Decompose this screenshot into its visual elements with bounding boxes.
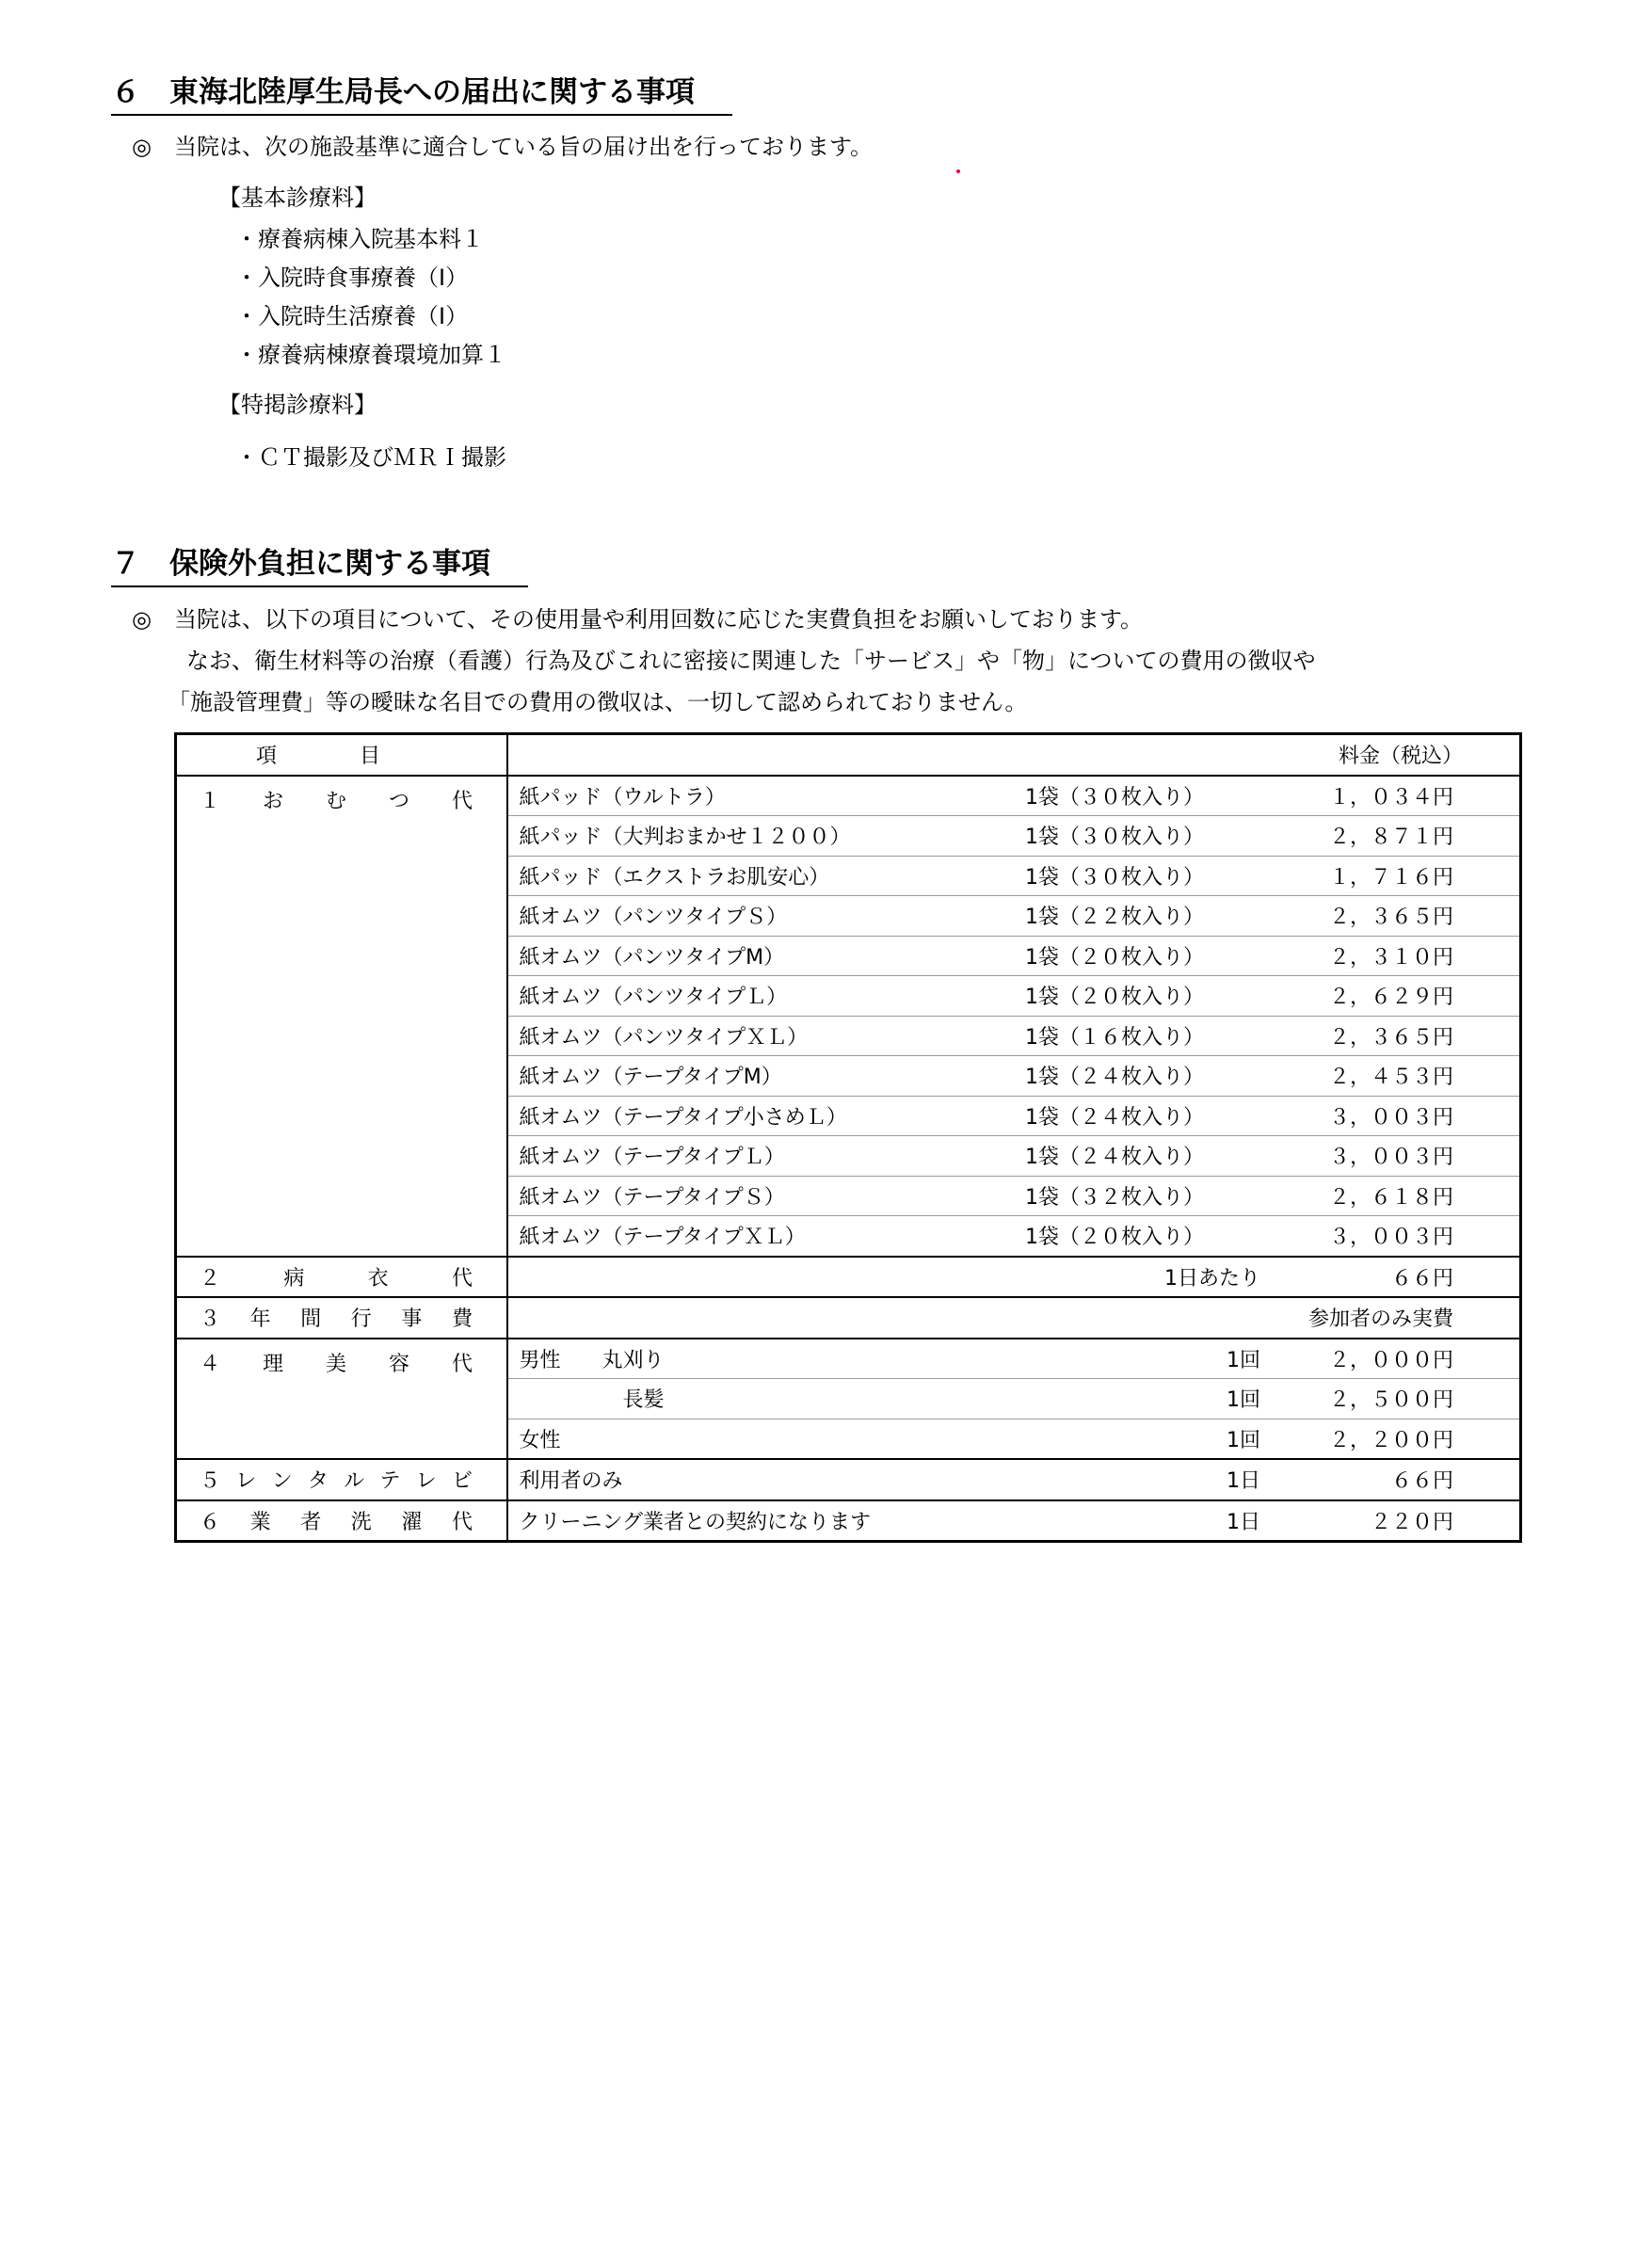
diaper-label [200,785,473,814]
label-char: ６ [200,1510,221,1534]
barber-label [200,1348,473,1377]
item-unit: 1袋（２０枚入り） [1025,1216,1260,1257]
label-char: つ [388,789,409,813]
label-char: 理 [262,1352,283,1376]
item-name: 紙オムツ（テープタイプＬ） [507,1136,1026,1177]
header-item-label: 項 目 [256,745,381,769]
basic-item: ・入院時生活療養（Ⅰ） [235,303,469,329]
events-label [200,1303,473,1332]
item-unit: 1袋（２０枚入り） [1025,936,1260,976]
item-name: 紙オムツ（パンツタイプＬ） [507,976,1026,1017]
section7-intro-line2: なお、衛生材料等の治療（看護）行為及びこれに密接に関連した「サービス」や「物」についての費用の徴収や [186,648,1316,674]
label-char: ル [344,1469,365,1494]
label-char: 代 [451,1352,473,1376]
item-unit: 1袋（３０枚入り） [1025,856,1260,896]
label-char: 行 [350,1307,372,1332]
barber-name: 男性 丸刈り [507,1339,1026,1379]
gown-label [200,1262,473,1291]
table-row [176,1297,1521,1339]
barber-unit: 1回 [1025,1419,1260,1459]
label-char: 者 [300,1510,322,1534]
label-char: 代 [451,789,473,813]
item-name: 紙パッド（大判おまかせ１２００） [507,816,1026,857]
item-price: １，７１６円 [1260,856,1521,896]
section6-intro: ◎ 当院は、次の施設基準に適合している旨の届け出を行っております。 [132,134,874,160]
item-name: 紙オムツ（パンツタイプM） [507,936,1026,976]
tv-name: 利用者のみ [507,1459,1026,1500]
laundry-unit: 1日 [1025,1500,1260,1542]
section7-intro-line3: 「施設管理費」等の曖昧な名目での費用の徴収は、一切して認められておりません。 [168,689,1028,715]
header-fee-label: 料金（税込） [1338,745,1463,769]
label-char: ４ [200,1352,221,1376]
item-name: 紙オムツ（パンツタイプＸＬ） [507,1016,1026,1056]
item-price: ２，３６５円 [1260,1016,1521,1056]
item-name: 紙パッド（ウルトラ） [507,776,1026,816]
tv-unit: 1日 [1025,1459,1260,1500]
label-char: タ [307,1469,329,1494]
label-char: 衣 [367,1266,389,1291]
table-row [176,1257,1521,1298]
item-name: 紙オムツ（パンツタイプＳ） [507,896,1026,937]
item-price: ２，４５３円 [1260,1056,1521,1097]
basic-item: ・療養病棟入院基本料１ [235,226,484,252]
basic-fee-header: 【基本診療料】 [218,184,377,211]
events-text: 参加者のみ実費 [507,1297,1521,1339]
label-char: 洗 [350,1510,372,1534]
tv-label-cell [176,1459,507,1500]
label-char: む [325,789,346,813]
item-price: ２，６１８円 [1260,1176,1521,1216]
gown-price: ６６円 [1260,1257,1521,1298]
tv-label [200,1465,473,1494]
section7-intro-line1: ◎ 当院は、以下の項目について、その使用量や利用回数に応じた実費負担をお願いしております。 [132,606,1144,633]
label-char: 年 [249,1307,271,1332]
item-unit: 1袋（２４枚入り） [1025,1136,1260,1177]
label-char: 代 [451,1266,473,1291]
barber-name: 女性 [507,1419,1026,1459]
item-unit: 1袋（３０枚入り） [1025,816,1260,857]
label-char: ン [271,1469,293,1494]
fee-table [174,732,1522,1543]
item-unit: 1袋（２４枚入り） [1025,1056,1260,1097]
item-unit: 1袋（１６枚入り） [1025,1016,1260,1056]
label-char: 病 [283,1266,305,1291]
table-row [176,776,1521,816]
item-name: 紙パッド（エクストラお肌安心） [507,856,1026,896]
item-price: ３，００３円 [1260,1136,1521,1177]
gown-unit: 1日あたり [1025,1257,1260,1298]
item-price: ２，３１０円 [1260,936,1521,976]
item-price: ３，００３円 [1260,1096,1521,1136]
label-char: 事 [401,1307,423,1332]
item-name: 紙オムツ（テープタイプＸＬ） [507,1216,1026,1257]
laundry-label-cell [176,1500,507,1542]
item-name: 紙オムツ（テープタイプ小さめＬ） [507,1096,1026,1136]
section7-heading: ７ 保険外負担に関する事項 [111,539,528,587]
table-row [176,1500,1521,1542]
barber-price: ２，２００円 [1260,1419,1521,1459]
item-unit: 1袋（３２枚入り） [1025,1176,1260,1216]
header-item-cell [176,734,507,776]
table-row [176,1339,1521,1379]
table-row [176,1459,1521,1500]
diaper-label-cell [176,776,507,1257]
label-char: 費 [451,1307,473,1332]
item-price: ３，００３円 [1260,1216,1521,1257]
label-char: 容 [388,1352,409,1376]
item-price: ２，３６５円 [1260,896,1521,937]
label-char: ５ [200,1469,221,1494]
item-price: １，０３４円 [1260,776,1521,816]
red-dot-mark [956,169,960,173]
barber-name: 長髪 [507,1379,1026,1419]
item-unit: 1袋（２２枚入り） [1025,896,1260,937]
label-char: ビ [451,1469,473,1494]
tv-price: ６６円 [1260,1459,1521,1500]
special-item: ・ＣＴ撮影及びＭＲＩ撮影 [235,444,506,471]
barber-unit: 1回 [1025,1379,1260,1419]
events-label-cell [176,1297,507,1339]
item-name: 紙オムツ（テープタイプM） [507,1056,1026,1097]
item-price: ２，６２９円 [1260,976,1521,1017]
label-char: 美 [325,1352,346,1376]
section6-heading: ６ 東海北陸厚生局長への届出に関する事項 [111,68,732,116]
laundry-price: ２２０円 [1260,1500,1521,1542]
basic-item: ・入院時食事療養（Ⅰ） [235,265,469,291]
item-price: ２，８７１円 [1260,816,1521,857]
label-char: ２ [200,1266,221,1291]
label-char: ３ [200,1307,221,1332]
laundry-label [200,1506,473,1535]
label-char: 濯 [401,1510,423,1534]
item-unit: 1袋（３０枚入り） [1025,776,1260,816]
gown-label-cell [176,1257,507,1298]
special-fee-header: 【特掲診療料】 [218,392,377,418]
basic-item: ・療養病棟療養環境加算１ [235,342,506,368]
label-char: 間 [300,1307,322,1332]
label-char: 業 [249,1510,271,1534]
barber-price: ２，５００円 [1260,1379,1521,1419]
barber-price: ２，０００円 [1260,1339,1521,1379]
label-char: テ [379,1469,401,1494]
label-char: レ [235,1469,257,1494]
label-char: 代 [451,1510,473,1534]
item-unit: 1袋（２４枚入り） [1025,1096,1260,1136]
label-char: お [262,789,283,813]
laundry-name: クリーニング業者との契約になります [507,1500,1026,1542]
barber-unit: 1回 [1025,1339,1260,1379]
barber-label-cell [176,1339,507,1460]
label-char: １ [200,789,221,813]
item-unit: 1袋（２０枚入り） [1025,976,1260,1017]
table-header-row [176,734,1521,776]
label-char: レ [415,1469,437,1494]
item-name: 紙オムツ（テープタイプＳ） [507,1176,1026,1216]
